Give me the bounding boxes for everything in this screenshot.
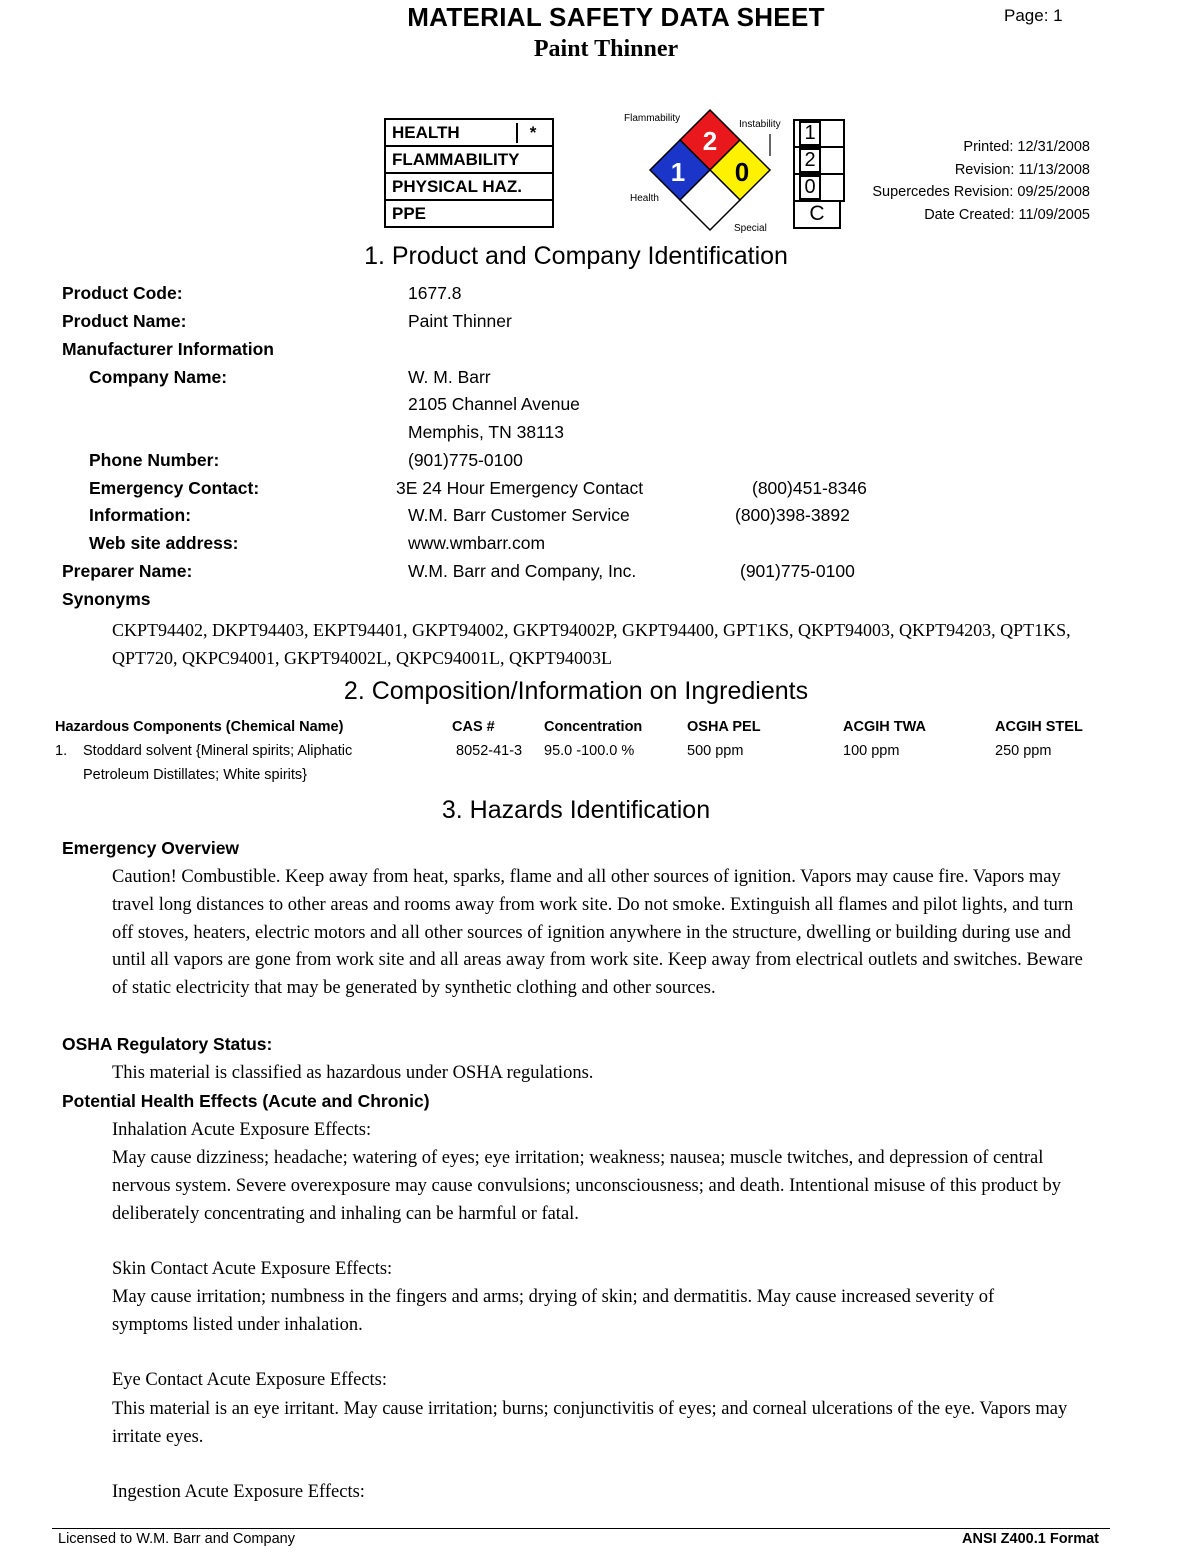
nfpa-special-label: Special: [734, 223, 767, 234]
product-name-value: Paint Thinner: [408, 311, 512, 331]
document-dates: [820, 136, 1090, 226]
column-header-cas: CAS #: [452, 719, 495, 735]
chemical-name-line-2: Petroleum Distillates; White spirits}: [83, 767, 308, 783]
information-phone: (800)398-3892: [735, 505, 850, 525]
address-line-2-value: Memphis, TN 38113: [408, 422, 564, 442]
rating-row-health: [385, 119, 603, 146]
column-header-osha-pel: OSHA PEL: [687, 719, 761, 735]
phone-value: (901)775-0100: [408, 450, 523, 470]
emergency-overview-heading: Emergency Overview: [62, 838, 240, 858]
rating-row-physical: [385, 173, 603, 200]
product-code-label: Product Code:: [62, 283, 183, 303]
product-subtitle: Paint Thinner: [533, 36, 679, 62]
rating-value: 1: [799, 121, 821, 146]
company-name-label: Company Name:: [89, 367, 228, 387]
emergency-contact-name: 3E 24 Hour Emergency Contact: [396, 478, 644, 498]
nfpa-flammability-value: 2: [702, 126, 718, 156]
emergency-overview-text: Caution! Combustible. Keep away from heat, sparks, flame and all other sources of ignition. Vapors may cause fire. Vapors may travel long distances to other areas and rooms away from work site. Do not smoke. Extinguish all flames and pilot lights, and turn off stoves, heaters, electric motors and all other sources of ignition anywhere in the structure, dwelling or building during use and until all vapors are gone from work site and all areas away from work site. Keep away from electrical outlets and switches. Beware of static electricity that may be generated by synthetic clothing and other sources.: [112, 867, 1083, 999]
created-date: Date Created: 11/09/2005: [924, 206, 1090, 223]
rating-value: 0: [799, 175, 821, 200]
nfpa-diamond: [622, 108, 797, 238]
preparer-label: Preparer Name:: [62, 561, 193, 581]
cas-value: 8052-41-3: [456, 743, 523, 759]
rating-value: C: [793, 200, 841, 229]
product-code-value: 1677.8: [408, 283, 462, 303]
synonyms-text: CKPT94402, DKPT94403, EKPT94401, GKPT94002, GKPT94002P, GKPT94400, GPT1KS, QKPT94003, QKPT94203, QPT1KS, QPT720, QKPC94001, GKPT94002L, QKPC94001L, QKPT94003L: [112, 620, 1071, 668]
emergency-contact-label: Emergency Contact:: [89, 478, 260, 498]
inhalation-text: May cause dizziness; headache; watering of eyes; eye irritation; weakness; nausea; muscle twitches, and depression of central nervous system. Severe overexposure may cause convulsions; unconsciousness; and death. Intentional misuse of this product by deliberately concentrating and inhaling can be harmful or fatal.: [112, 1148, 1061, 1224]
ingestion-title: Ingestion Acute Exposure Effects:: [112, 1482, 365, 1502]
rating-value: 2: [799, 148, 821, 173]
eye-contact-title: Eye Contact Acute Exposure Effects:: [112, 1370, 388, 1390]
health-effects-heading: Potential Health Effects (Acute and Chronic): [62, 1091, 430, 1111]
section-2-heading: 2. Composition/Information on Ingredients: [343, 677, 809, 705]
chronic-marker: *: [516, 123, 548, 143]
supercedes-date: Supercedes Revision: 09/25/2008: [872, 184, 1090, 200]
section-3-heading: 3. Hazards Identification: [441, 796, 711, 824]
rating-row-ppe: [385, 200, 603, 227]
nfpa-instability-label: Instability: [739, 119, 781, 130]
acgih-twa-value: 100 ppm: [843, 743, 900, 759]
osha-status-text: This material is classified as hazardous under OSHA regulations.: [112, 1063, 594, 1083]
column-header-acgih-twa: ACGIH TWA: [843, 719, 926, 735]
acgih-stel-value: 250 ppm: [995, 743, 1052, 759]
table-row-number: 1.: [55, 743, 68, 759]
nfpa-instability-value: 0: [734, 157, 750, 187]
osha-status-heading: OSHA Regulatory Status:: [62, 1034, 273, 1054]
concentration-value: 95.0 -100.0 %: [544, 743, 635, 759]
synonyms-label: Synonyms: [62, 589, 151, 609]
skin-contact-title: Skin Contact Acute Exposure Effects:: [112, 1259, 393, 1279]
preparer-name: W.M. Barr and Company, Inc.: [408, 561, 637, 581]
printed-date: Printed: 12/31/2008: [963, 139, 1090, 155]
section-1-heading: 1. Product and Company Identification: [364, 242, 788, 270]
eye-contact-text: This material is an eye irritant. May cause irritation; burns; conjunctivitis of eyes; and corneal ulcerations of the eye. Vapors may irritate eyes.: [112, 1399, 1068, 1447]
information-label: Information:: [89, 505, 192, 525]
column-header-concentration: Concentration: [544, 719, 643, 735]
footer-format: ANSI Z400.1 Format: [962, 1531, 1099, 1547]
website-label: Web site address:: [89, 533, 239, 553]
rating-label: HEALTH: [392, 122, 460, 142]
rating-row-flammability: [385, 146, 603, 173]
manufacturer-label: Manufacturer Information: [62, 339, 274, 359]
phone-label: Phone Number:: [89, 450, 220, 470]
revision-date: Revision: 11/13/2008: [954, 161, 1090, 178]
information-name: W.M. Barr Customer Service: [408, 505, 630, 525]
osha-pel-value: 500 ppm: [687, 743, 744, 759]
company-name-value: W. M. Barr: [408, 367, 491, 387]
footer-divider: [52, 1528, 1110, 1529]
column-header-chemical-name: Hazardous Components (Chemical Name): [55, 719, 344, 735]
skin-contact-text: May cause irritation; numbness in the fingers and arms; drying of skin; and dermatitis. May cause increased severity of symptoms listed under inhalation.: [112, 1287, 995, 1335]
emergency-contact-phone: (800)451-8346: [752, 478, 867, 498]
column-header-acgih-stel: ACGIH STEL: [995, 719, 1083, 735]
inhalation-title: Inhalation Acute Exposure Effects:: [112, 1120, 372, 1140]
chemical-name-line-1: Stoddard solvent {Mineral spirits; Aliphatic: [83, 743, 353, 759]
nfpa-flammability-label: Flammability: [624, 113, 681, 124]
rating-label: PHYSICAL HAZ.: [385, 173, 553, 200]
nfpa-health-value: 1: [670, 157, 686, 187]
rating-label: FLAMMABILITY: [385, 146, 553, 173]
product-name-label: Product Name:: [62, 311, 187, 331]
website-link[interactable]: www.wmbarr.com: [408, 533, 546, 553]
page-number: Page: 1: [1004, 6, 1063, 25]
footer-license: Licensed to W.M. Barr and Company: [58, 1531, 295, 1547]
document-title: MATERIAL SAFETY DATA SHEET: [407, 2, 825, 32]
nfpa-health-label: Health: [630, 193, 659, 204]
address-line-1-value: 2105 Channel Avenue: [408, 394, 580, 414]
rating-label: PPE: [385, 200, 553, 227]
preparer-phone: (901)775-0100: [740, 561, 855, 581]
